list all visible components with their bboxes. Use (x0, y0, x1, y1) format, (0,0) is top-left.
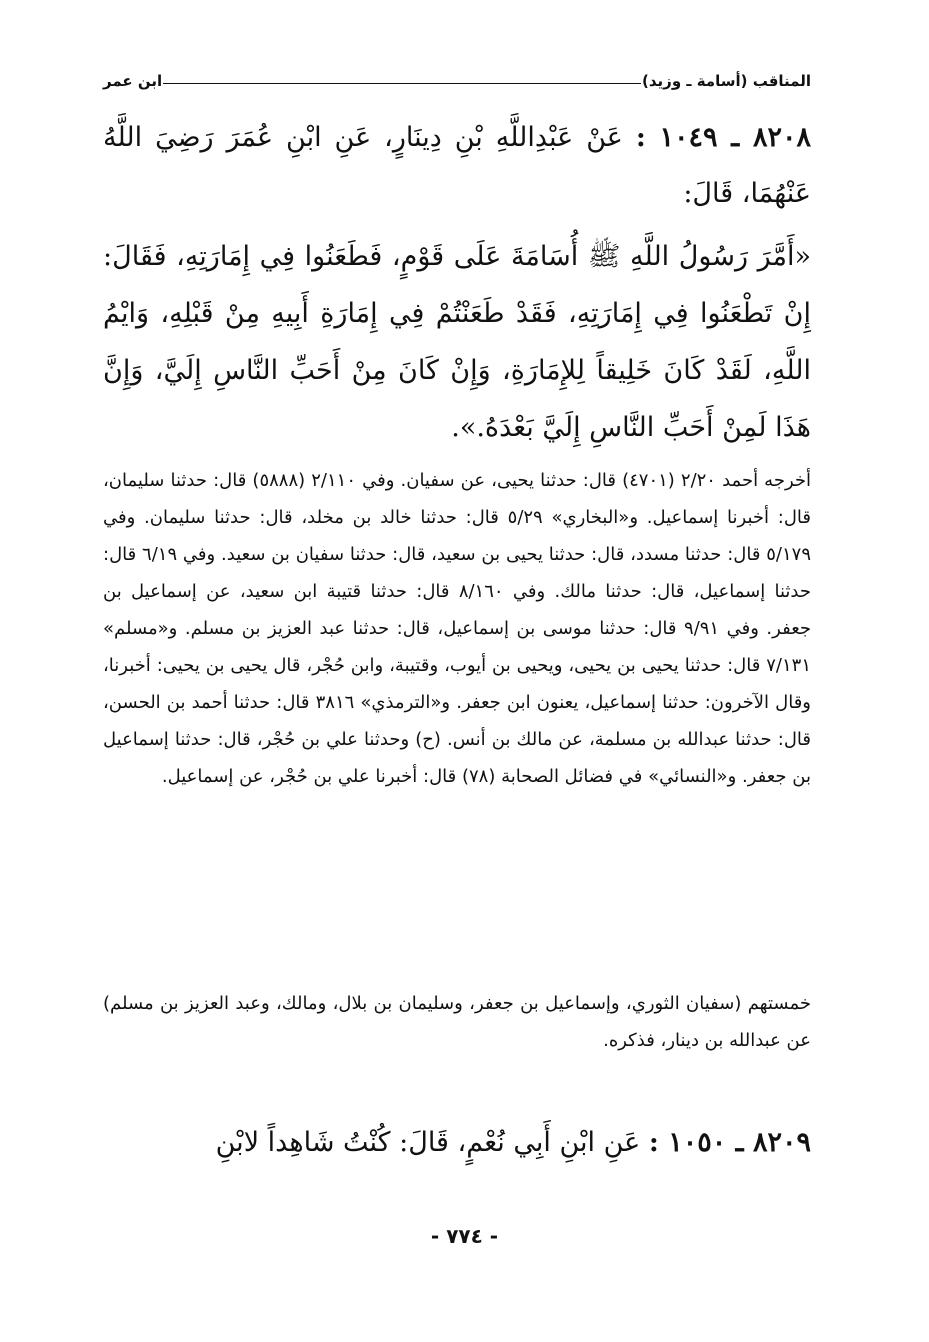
hadith-8208-number: ٨٢٠٨ ـ ١٠٤٩ : (635, 122, 811, 153)
header-rule (163, 83, 641, 84)
header-section-title: ابن عمر (103, 72, 163, 90)
summary-paragraph: خمستهم (سفيان الثوري، وإسماعيل بن جعفر، وسليمان بن بلال، ومالك، وعبد العزيز بن مسلم) عن عبدالله بن دينار، فذكره. (103, 993, 811, 1051)
hadith-8208-isnad (103, 110, 811, 222)
header-chapter-title: المناقب (أسامة ـ وزيد) (642, 72, 811, 90)
takhrij-paragraph: أخرجه أحمد ٢/٢٠ (٤٧٠١) قال: حدثنا يحيى، عن سفيان. وفي ٢/١١٠ (٥٨٨٨) قال: حدثنا سليمان، قال: أخبرنا إسماعيل. و«البخاري» ٥/٢٩ قال: حدثنا خالد بن مخلد، قال: حدثنا سليمان. وفي ٥/١٧٩ قال: حدثنا مسدد، قال: حدثنا يحيى بن سعيد، قال: حدثنا سفيان بن سعيد. وفي ٦/١٩ قال: حدثنا إسماعيل، قال: حدثنا مالك. وفي ٨/١٦٠ قال: حدثنا قتيبة ابن سعيد، عن إسماعيل بن جعفر. وفي ٩/٩١ قال: حدثنا موسى بن إسماعيل، قال: حدثنا عبد العزيز بن مسلم. و«مسلم» ٧/١٣١ قال: حدثنا يحيى بن يحيى، ويحيى بن أيوب، وقتيبة، وابن حُجْر، قال يحيى بن يحيى: أخبرنا، وقال الآخرون: حدثنا إسماعيل، يعنون ابن جعفر. و«الترمذي» ٣٨١٦ قال: حدثنا أحمد بن الحسن، قال: حدثنا عبدالله بن مسلمة، عن مالك بن أنس. (ح) وحدثنا علي بن حُجْر، قال: حدثنا إسماعيل بن جعفر. و«النسائي» في فضائل الصحابة (٧٨) قال: أخبرنا علي بن حُجْر، عن إسماعيل. (103, 470, 812, 787)
running-header (103, 72, 811, 94)
hadith-8209-text: عَنِ ابْنِ أَبِي نُعْمٍ، قَالَ: كُنْتُ شَاهِداً لابْنِ (215, 1127, 641, 1158)
hadith-8209-opening (103, 1115, 811, 1171)
hadith-8209-number: ٨٢٠٩ ـ ١٠٥٠ : (648, 1127, 811, 1158)
hadith-8208-matn: «أَمَّرَ رَسُولُ اللَّهِ ﷺ أُسَامَةَ عَلَى قَوْمٍ، فَطَعَنُوا فِي إِمَارَتِهِ، فَقَالَ: إِنْ تَطْعَنُوا فِي إِمَارَتِهِ، فَقَدْ طَعَنْتُمْ فِي إِمَارَةِ أَبِيهِ مِنْ قَبْلِهِ، وَايْمُ اللَّهِ، لَقَدْ كَانَ خَلِيقاً لِلإِمَارَةِ، وَإِنْ كَانَ مِنْ أَحَبِّ النَّاسِ إِلَيَّ، وَإِنَّ هَذَا لَمِنْ أَحَبِّ النَّاسِ إِلَيَّ بَعْدَهُ.». (103, 241, 812, 443)
page-number: - ٧٧٤ - (430, 1224, 499, 1248)
hadith-8208-isnad-text: عَنْ عَبْدِاللَّهِ بْنِ دِينَارٍ، عَنِ ابْنِ عُمَرَ رَضِيَ اللَّهُ عَنْهُمَا، قَالَ: (103, 122, 811, 209)
